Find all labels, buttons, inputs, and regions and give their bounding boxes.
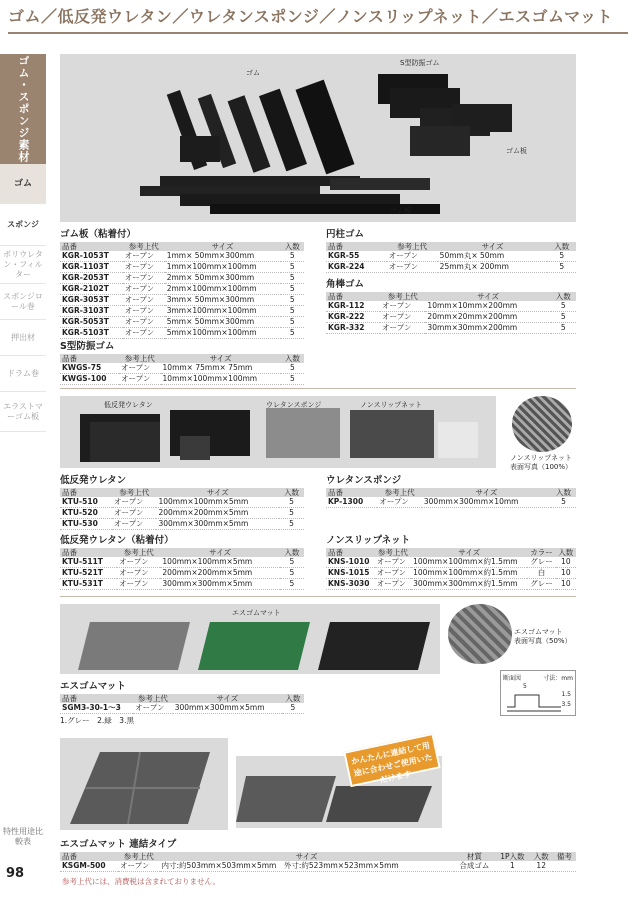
cell: 10mm×100mm×100mm: [161, 374, 281, 385]
cell: KGR-332: [326, 323, 380, 334]
cell: オープン: [112, 508, 156, 519]
section-title: S型防振ゴム: [60, 341, 115, 352]
renketsu-photo-1: [60, 738, 228, 830]
col-hinban: 品番: [60, 852, 118, 861]
cell: オープン: [375, 568, 411, 579]
cell: オープン: [123, 328, 165, 339]
urethane-table: [326, 488, 576, 508]
section-title: ウレタンスポンジ: [326, 475, 402, 486]
sidebar-main-category[interactable]: ゴム・スポンジ素材: [0, 54, 46, 164]
nonslip-surface-icon: [512, 396, 572, 452]
section-title: 低反発ウレタン: [60, 475, 127, 486]
col-size: サイズ: [160, 548, 279, 557]
col-qty: 入数: [551, 292, 576, 301]
cell: オープン: [123, 317, 165, 328]
cell: KSGM-500: [60, 861, 118, 872]
cell: オープン: [123, 273, 165, 284]
cell: オープン: [117, 568, 160, 579]
col-size: サイズ: [411, 548, 527, 557]
cell: 10: [556, 557, 576, 568]
table-row: [326, 497, 576, 508]
col-1p-qty: 1P入数: [495, 852, 530, 861]
cell: SGM3-30-1～3: [60, 703, 133, 714]
col-size: サイズ: [156, 488, 279, 497]
cell: 5mm×100mm×100mm: [165, 328, 281, 339]
col-price: 参考上代: [117, 548, 160, 557]
cell: KGR-55: [326, 251, 387, 262]
cell: 5: [281, 251, 304, 262]
cell: 合成ゴム: [454, 861, 495, 872]
cell: 2mm× 50mm×300mm: [165, 273, 281, 284]
rubber-products-photo: [60, 54, 576, 222]
cell: 5: [551, 497, 576, 508]
col-hinban: 品番: [326, 548, 375, 557]
sgomu-mat-section: [60, 678, 304, 726]
section-title: 低反発ウレタン（粘着付）: [60, 535, 174, 546]
cell: 300mm×300mm×5mm: [156, 519, 279, 530]
cell: 10mm×10mm×200mm: [425, 301, 550, 312]
renketsu-section: [60, 836, 576, 872]
col-price: 参考上代: [377, 488, 422, 497]
cell: オープン: [119, 374, 160, 385]
cell: KGR-2053T: [60, 273, 123, 284]
sidebar-item-drum[interactable]: ドラム巻: [0, 356, 46, 392]
cell: 5: [281, 328, 304, 339]
cell: 5: [547, 262, 576, 273]
table-row: [326, 568, 576, 579]
photo-label-teihanpatsu: 低反発ウレタン: [104, 401, 153, 409]
col-price: 参考上代: [118, 852, 159, 861]
col-hinban: 品番: [326, 292, 380, 301]
teihanpatsu-section: [60, 472, 304, 530]
cell: 20mm×20mm×200mm: [425, 312, 550, 323]
cell: 100mm×100mm×約1.5mm: [411, 557, 527, 568]
cell: 1mm× 50mm×300mm: [165, 251, 281, 262]
cell: 5: [551, 323, 576, 334]
cell: 5: [551, 301, 576, 312]
cell: KTU-520: [60, 508, 112, 519]
col-price: 参考上代: [375, 548, 411, 557]
col-price: 参考上代: [123, 242, 165, 251]
cell: 200mm×200mm×5mm: [160, 568, 279, 579]
table-row: [60, 363, 304, 374]
table-row: [60, 273, 304, 284]
cell: KTU-511T: [60, 557, 117, 568]
cell: オープン: [123, 251, 165, 262]
divider: [60, 596, 576, 597]
sgomu-mat-table: [60, 694, 304, 714]
cell: 5: [547, 251, 576, 262]
cell: 10: [556, 579, 576, 590]
cell: 5: [281, 284, 304, 295]
col-material: 材質: [454, 852, 495, 861]
cell: 25mm丸× 200mm: [438, 262, 548, 273]
teihanpatsu-t-table: [60, 548, 304, 590]
cell: 5: [280, 568, 304, 579]
sidebar: [0, 54, 46, 900]
sgomu-mat-photo: [60, 604, 440, 674]
cell: 5: [279, 519, 304, 530]
photo-label-s-gomu: S型防振ゴム: [400, 59, 440, 67]
cell: 2mm×100mm×100mm: [165, 284, 281, 295]
table-row: [60, 557, 304, 568]
s-gomu-table: [60, 354, 304, 385]
section-title: 円柱ゴム: [326, 229, 365, 240]
rubber-products-illustration: [60, 54, 576, 222]
renketsu-table: [60, 852, 576, 872]
cell: 10: [556, 568, 576, 579]
sgomu-surface-note: エスゴムマット 表面写真（50%）: [514, 628, 572, 645]
cell: KGR-112: [326, 301, 380, 312]
col-price: 参考上代: [119, 354, 160, 363]
diagram-dim-c: 3.5: [561, 701, 571, 708]
cell: オープン: [112, 519, 156, 530]
cell: オープン: [377, 497, 422, 508]
table-row: [326, 251, 576, 262]
nonslip-section: [326, 532, 576, 590]
sgomu-surface-icon: [448, 604, 512, 664]
diagram-dim-b: 1.5: [561, 691, 571, 698]
table-row: [60, 328, 304, 339]
cell: 5: [279, 497, 304, 508]
footnote: 参考上代には、消費税は含まれておりません。: [62, 877, 220, 886]
cell: KNS-1010: [326, 557, 375, 568]
table-row: [60, 497, 304, 508]
cell: KGR-1103T: [60, 262, 123, 273]
teihanpatsu-t-section: [60, 532, 304, 590]
cell: 5: [281, 317, 304, 328]
col-remarks: 備考: [553, 852, 576, 861]
cell: オープン: [123, 295, 165, 306]
col-qty: 入数: [556, 548, 576, 557]
cell: 5: [279, 508, 304, 519]
nonslip-surface-note: ノンスリップネット 表面写真（100%）: [509, 454, 572, 471]
col-hinban: 品番: [60, 242, 123, 251]
enchu-section: [326, 226, 576, 273]
cell: KNS-1015: [326, 568, 375, 579]
cell: KGR-1053T: [60, 251, 123, 262]
col-qty: 入数: [551, 488, 576, 497]
cell: 3mm× 50mm×300mm: [165, 295, 281, 306]
table-row: [60, 374, 304, 385]
sidebar-item-gomu[interactable]: ゴム: [0, 164, 46, 204]
col-size: サイズ: [438, 242, 548, 251]
cell: 5: [281, 374, 304, 385]
cell: 5: [551, 312, 576, 323]
table-row: [60, 295, 304, 306]
col-hinban: 品番: [60, 488, 112, 497]
table-row: [326, 579, 576, 590]
renketsu-illustration-1: [60, 738, 228, 830]
table-row: [60, 262, 304, 273]
table-row: [326, 557, 576, 568]
cell: KNS-3030: [326, 579, 375, 590]
col-hinban: 品番: [60, 354, 119, 363]
photo-label-gomuban1: ゴム板: [506, 147, 527, 155]
cell: KGR-5053T: [60, 317, 123, 328]
cell: オープン: [375, 557, 411, 568]
diagram-unit: 寸法：mm: [543, 675, 573, 682]
col-size: サイズ: [422, 488, 551, 497]
cell: KTU-521T: [60, 568, 117, 579]
color-note: 1.グレー 2.緑 3.黒: [60, 716, 134, 725]
table-row: [60, 508, 304, 519]
cell: 12: [530, 861, 553, 872]
divider: [60, 388, 576, 389]
col-color: カラー: [527, 548, 555, 557]
table-row: [60, 519, 304, 530]
section-title: 角棒ゴム: [326, 279, 365, 290]
col-hinban: 品番: [326, 488, 377, 497]
cell: 300mm×300mm×5mm: [173, 703, 282, 714]
cell: オープン: [117, 579, 160, 590]
table-row: [326, 262, 576, 273]
cell: オープン: [117, 557, 160, 568]
cell: オープン: [380, 301, 425, 312]
col-size: サイズ: [173, 694, 282, 703]
cell: KP-1300: [326, 497, 377, 508]
table-row: [60, 251, 304, 262]
table-row: [60, 703, 304, 714]
cell: 白: [527, 568, 555, 579]
cell: オープン: [123, 306, 165, 317]
cell: オープン: [123, 262, 165, 273]
cell: KWGS-100: [60, 374, 119, 385]
cell: オープン: [380, 323, 425, 334]
cell: 5: [282, 703, 304, 714]
cell: グレー: [527, 579, 555, 590]
cell: オープン: [123, 284, 165, 295]
photo-label-urethane: ウレタンスポンジ: [266, 401, 322, 409]
cell: 300mm×300mm×5mm: [160, 579, 279, 590]
cell: 30mm×30mm×200mm: [425, 323, 550, 334]
table-row: [60, 284, 304, 295]
cell: オープン: [119, 363, 160, 374]
sidebar-item-oshidashi[interactable]: 押出材: [0, 320, 46, 356]
cell: KTU-510: [60, 497, 112, 508]
cell: 100mm×100mm×5mm: [160, 557, 279, 568]
sidebar-item-sponge-roll[interactable]: スポンジロール巻: [0, 284, 46, 320]
cell: 5: [281, 273, 304, 284]
teihanpatsu-table: [60, 488, 304, 530]
cell: KTU-530: [60, 519, 112, 530]
diagram-label: 断面図: [503, 675, 522, 682]
kakubo-table: [326, 292, 576, 334]
cell: 10mm× 75mm× 75mm: [161, 363, 281, 374]
nonslip-table: [326, 548, 576, 590]
cell: 5: [281, 363, 304, 374]
table-row: [60, 306, 304, 317]
enchu-table: [326, 242, 576, 273]
cell: [553, 861, 576, 872]
sidebar-item-comparison[interactable]: 特性用途比較表: [3, 827, 43, 846]
cell: 100mm×100mm×約1.5mm: [411, 568, 527, 579]
section-title: エスゴムマット: [60, 681, 126, 692]
cell: 5: [280, 557, 304, 568]
cell: 1: [495, 861, 530, 872]
col-qty: 入数: [279, 488, 304, 497]
sidebar-item-sponge[interactable]: スポンジ: [0, 204, 46, 246]
page-number: 98: [6, 866, 25, 881]
cell: KGR-224: [326, 262, 387, 273]
cell: 5: [281, 295, 304, 306]
col-qty: 入数: [282, 694, 304, 703]
cell: 5mm× 50mm×300mm: [165, 317, 281, 328]
sidebar-item-polyurethane[interactable]: ポリウレタン・フィルター: [0, 246, 46, 284]
col-hinban: 品番: [326, 242, 387, 251]
cell: オープン: [387, 262, 438, 273]
col-qty: 入数: [547, 242, 576, 251]
col-size: サイズ: [161, 354, 281, 363]
section-title: エスゴムマット 連結タイプ: [60, 839, 177, 850]
col-size: サイズ: [165, 242, 281, 251]
cross-section-diagram: [500, 670, 576, 716]
table-row: [326, 323, 576, 334]
cell: オープン: [118, 861, 159, 872]
sidebar-item-elastomer[interactable]: エラストマーゴム板: [0, 392, 46, 432]
cell: 300mm×300mm×約1.5mm: [411, 579, 527, 590]
col-price: 参考上代: [387, 242, 438, 251]
table-row: [60, 861, 576, 872]
col-qty: 入数: [281, 354, 304, 363]
photo-label-sgomu: エスゴムマット: [232, 609, 281, 617]
cell: KWGS-75: [60, 363, 119, 374]
cell: 5: [280, 579, 304, 590]
col-qty: 入数: [281, 242, 304, 251]
col-size: サイズ: [425, 292, 550, 301]
cell: 5: [281, 306, 304, 317]
table-row: [60, 579, 304, 590]
col-price: 参考上代: [112, 488, 156, 497]
gomu-ban-table: [60, 242, 304, 339]
col-price: 参考上代: [133, 694, 173, 703]
cell: 5: [281, 262, 304, 273]
cell: KGR-222: [326, 312, 380, 323]
table-row: [60, 317, 304, 328]
col-hinban: 品番: [60, 694, 133, 703]
cell: 内寸:約503mm×503mm×5mm 外寸:約523mm×523mm×5mm: [160, 861, 454, 872]
cell: KGR-3053T: [60, 295, 123, 306]
cell: オープン: [133, 703, 173, 714]
col-size: サイズ: [160, 852, 454, 861]
cell: 300mm×300mm×10mm: [422, 497, 551, 508]
cell: 50mm丸× 50mm: [438, 251, 548, 262]
cell: オープン: [375, 579, 411, 590]
gomu-ban-section: [60, 226, 304, 339]
section-title: ゴム板（粘着付）: [60, 229, 137, 240]
cell: オープン: [380, 312, 425, 323]
cell: グレー: [527, 557, 555, 568]
col-qty: 入数: [530, 852, 553, 861]
cell: KGR-2102T: [60, 284, 123, 295]
diagram-shape: [505, 687, 565, 713]
kakubo-section: [326, 276, 576, 334]
urethane-section: [326, 472, 576, 508]
section-title: ノンスリップネット: [326, 535, 411, 546]
cell: 100mm×100mm×5mm: [156, 497, 279, 508]
cell: オープン: [112, 497, 156, 508]
cell: 3mm×100mm×100mm: [165, 306, 281, 317]
cell: KGR-3103T: [60, 306, 123, 317]
table-row: [326, 301, 576, 312]
cell: KGR-5103T: [60, 328, 123, 339]
photo-label-gomuban2: ゴム板: [390, 207, 411, 215]
cell: KTU-531T: [60, 579, 117, 590]
table-row: [326, 312, 576, 323]
page-title: ゴム／低反発ウレタン／ウレタンスポンジ／ノンスリップネット／エスゴムマット: [8, 4, 628, 34]
photo-label-nonslip: ノンスリップネット: [360, 401, 422, 409]
renketsu-banner: かんたんに連結して用途に合わせご使用いただけます: [343, 733, 440, 787]
table-row: [60, 568, 304, 579]
col-price: 参考上代: [380, 292, 425, 301]
cell: 1mm×100mm×100mm: [165, 262, 281, 273]
urethane-photo: [60, 396, 496, 468]
photo-label-gomu: ゴム: [246, 69, 260, 77]
diagram-dim-a: 5: [523, 683, 527, 690]
cell: オープン: [387, 251, 438, 262]
s-gomu-section: [60, 338, 304, 385]
col-hinban: 品番: [60, 548, 117, 557]
cell: 200mm×200mm×5mm: [156, 508, 279, 519]
col-qty: 入数: [280, 548, 304, 557]
